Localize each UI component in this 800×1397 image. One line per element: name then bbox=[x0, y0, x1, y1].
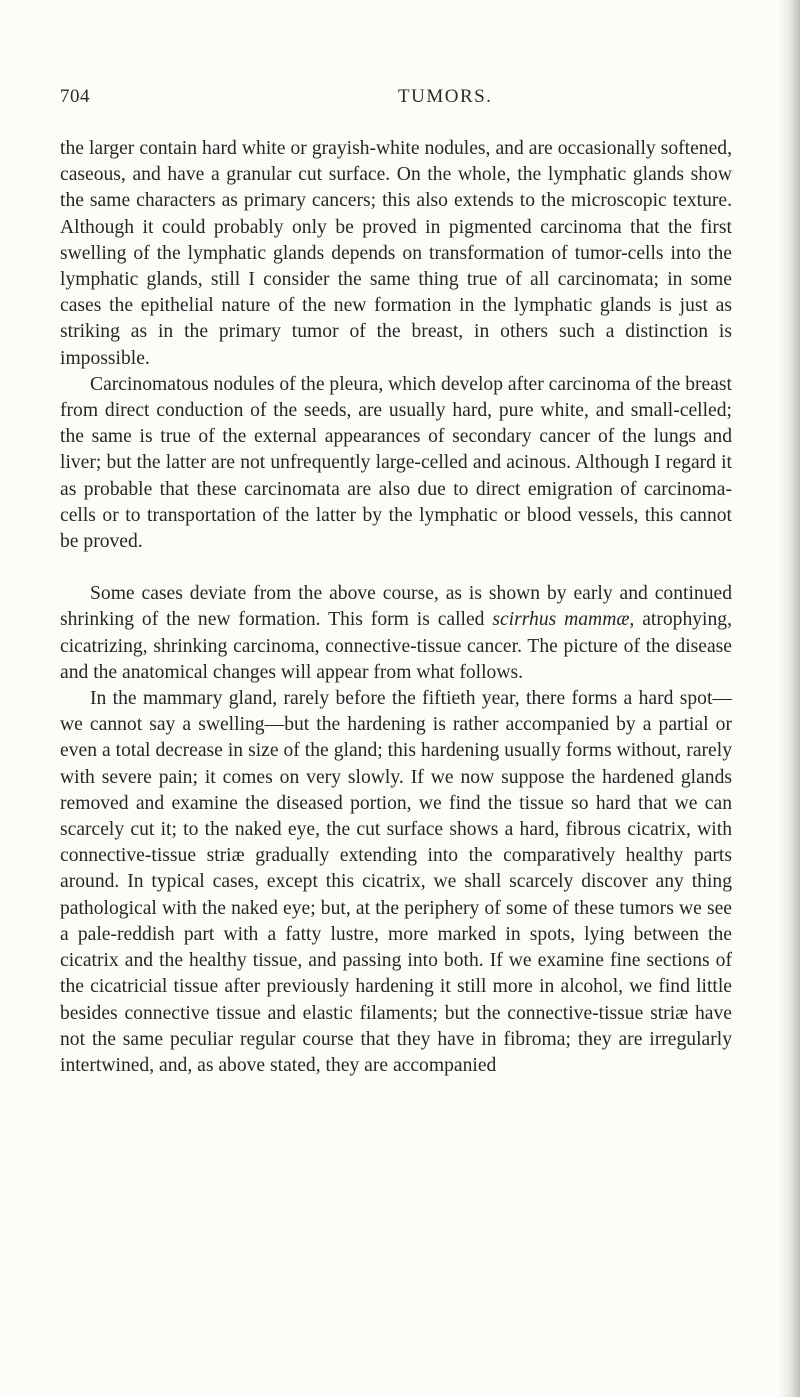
page-edge-shadow bbox=[778, 0, 800, 1397]
running-title: TUMORS. bbox=[398, 86, 493, 107]
scirrhus-text-end: atrophying, cicatrizing, shrinking carcinoma, connective-tissue cancer. The picture of the disease and the anatomical changes will appear from what follows. bbox=[60, 609, 732, 683]
scirrhus-text-start: Some cases deviate from the above course, as is shown by early and continued shrinking of the new formation. This form is called bbox=[60, 583, 732, 631]
paragraph-mammary-gland: In the mammary gland, rarely before the fiftieth year, there forms a hard spot—we cannot say a swelling—but the hardening is rather accompanied by a partial or even a total decrease in size of the gland; this hardening usually forms without, rarely with severe pain; it comes on very slowly. If we now suppose the hardened glands removed and examine the diseased portion, we find the tissue so hard that we can scarcely cut it; to the naked eye, the cut surface shows a hard, fibrous cicatrix, with connective-tissue striæ gradually extending into the comparatively healthy parts around. In typical cases, except this cicatrix, we shall scarcely discover any thing pathological with the naked eye; but, at the periphery of some of these tumors we see a pale-reddish part with a fatty lustre, more marked in spots, lying between the cicatrix and the healthy tissue, and passing into both. If we examine fine sections of the cicatricial tissue after previously hardening it still more in alcohol, we find little besides connective tissue and elastic filaments; but the connective-tissue striæ have not the same peculiar regular course that they have in fibroma; they are irregularly intertwined, and, as above stated, they are accompanied bbox=[60, 688, 732, 1076]
paragraph-lymphatic-glands: the larger contain hard white or grayish-white nodules, and are occasionally softened, caseous, and have a granular cut surface. On the whole, the lymphatic glands show the same characters as primary cancers; this also extends to the microscopic texture. Although it could probably only be proved in pigmented carcinoma that the first swelling of the lymphatic glands depends on transformation of tumor-cells into the lymphatic glands, still I consider the same thing true of all carcinomata; in some cases the epithelial nature of the new formation in the lymphatic glands is just as striking as in the primary tumor of the breast, in others such a distinction is impossible. bbox=[60, 138, 732, 369]
paragraph-pleura-nodules: Carcinomatous nodules of the pleura, which develop after carcinoma of the breast from direct conduction of the seeds, are usually hard, pure white, and small-celled; the same is true of the external appearances of secondary cancer of the lungs and liver; but the latter are not unfrequently large-celled and acinous. Although I regard it as probable that these carcinomata are also due to direct emigration of carcinoma-cells or to transportation of the latter by the lymphatic or blood vessels, this cannot be proved. bbox=[60, 373, 733, 553]
scirrhus-term: scirrhus mammæ, bbox=[492, 609, 635, 631]
page-header bbox=[60, 86, 732, 116]
body-text bbox=[60, 136, 732, 1079]
page-number: 704 bbox=[60, 86, 90, 107]
paragraph-scirrhus bbox=[60, 581, 732, 686]
